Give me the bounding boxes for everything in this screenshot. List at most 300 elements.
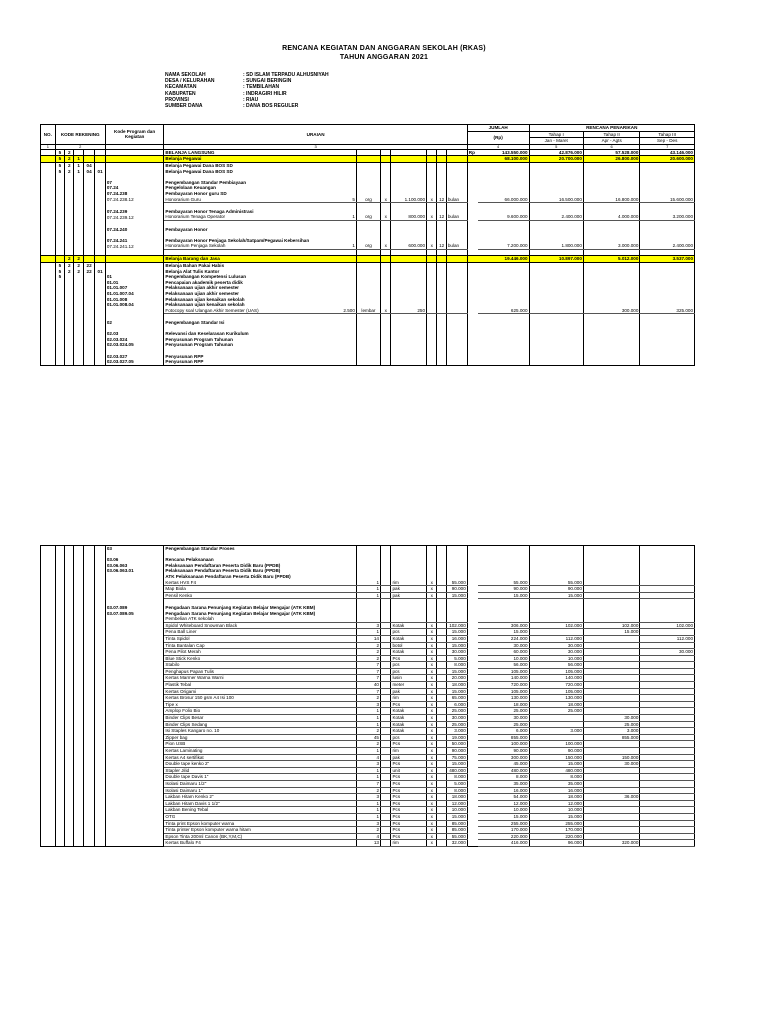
spacer-cell xyxy=(437,800,446,807)
bulan-cell: bulan xyxy=(446,243,467,249)
table-row xyxy=(41,800,695,807)
kode-cell xyxy=(95,728,105,735)
harga-cell xyxy=(391,359,427,365)
kode-cell xyxy=(83,256,95,263)
kode-cell xyxy=(55,649,64,656)
jumlah-cell: 12.000 xyxy=(478,800,529,807)
no-cell xyxy=(41,708,56,715)
kode-cell xyxy=(95,635,105,642)
times-cell: x xyxy=(427,741,437,748)
tahap1-cell: 15.000 xyxy=(529,761,583,768)
tahap3-cell xyxy=(640,668,695,675)
table-row xyxy=(41,256,695,263)
tahap3-cell xyxy=(640,695,695,702)
rp-cell xyxy=(467,695,477,702)
no-cell xyxy=(41,833,56,840)
uraian-cell: ATK Pelaksanaan Pendaftaran Peserta Didik Baru (PPDB) xyxy=(164,574,331,580)
jumlah-cell: 68.100.000 xyxy=(478,156,529,163)
program-code-cell: 03.07.089 xyxy=(105,605,164,611)
kode-cell: 2 xyxy=(74,256,83,263)
kode-cell xyxy=(83,800,95,807)
spacer-cell xyxy=(437,780,446,787)
col-period-2: Apr - Agts xyxy=(583,138,640,145)
kode-cell xyxy=(65,794,74,801)
kode-cell xyxy=(65,840,74,847)
volume-cell xyxy=(331,149,356,156)
jumlah-cell: 30.000 xyxy=(478,715,529,722)
satuan-cell: Kotak xyxy=(391,649,427,656)
info-label: DESA / KELURAHAN xyxy=(165,78,215,85)
table-row xyxy=(41,840,695,847)
kode-cell xyxy=(55,629,64,636)
tahap3-cell xyxy=(640,780,695,787)
info-label: KECAMATAN xyxy=(165,84,197,91)
tahap3-cell xyxy=(640,629,695,636)
col-tahap-1: Tahap I xyxy=(529,131,583,138)
jumlah-cell: 15.000 xyxy=(478,629,529,636)
program-code-cell xyxy=(105,761,164,768)
no-cell xyxy=(41,767,56,774)
kode-cell: 5 xyxy=(55,169,64,175)
kode-cell xyxy=(65,741,74,748)
kode-cell xyxy=(55,695,64,702)
tahap1-cell: 42.876.000 xyxy=(529,149,583,156)
no-cell xyxy=(41,629,56,636)
kode-cell xyxy=(65,668,74,675)
uraian-cell: Penyusunan Program Tahunan xyxy=(164,342,331,348)
satuan-cell: Kotak xyxy=(391,622,427,629)
info-label: PROVINSI xyxy=(165,96,189,103)
kode-cell xyxy=(74,728,83,735)
spacer-cell xyxy=(437,840,446,847)
rp-cell xyxy=(467,249,477,256)
kode-cell xyxy=(83,688,95,695)
uraian-cell: Lakban Hitam Davis 1 1/2" xyxy=(164,800,331,807)
kode-cell xyxy=(55,586,64,593)
kode-cell xyxy=(95,149,105,156)
kode-cell xyxy=(95,668,105,675)
kode-cell xyxy=(83,622,95,629)
jumlah-cell: 9.600.000 xyxy=(478,214,529,220)
kode-cell: 1 xyxy=(74,162,83,168)
table-row xyxy=(41,629,695,636)
spacer-cell xyxy=(331,728,356,735)
table-row xyxy=(41,149,695,156)
uraian-cell: Penyusunan RPP xyxy=(164,354,331,360)
jumlah-cell: 18.000 xyxy=(478,701,529,708)
kode-cell xyxy=(95,629,105,636)
program-code-cell xyxy=(105,622,164,629)
kode-cell xyxy=(74,635,83,642)
program-code-cell xyxy=(105,662,164,669)
col-number-2: 2 xyxy=(55,144,105,149)
satuan-cell xyxy=(356,359,380,365)
kode-cell xyxy=(83,695,95,702)
uraian-cell: Pena Pilot Merah xyxy=(164,649,331,656)
uraian-cell: Honorarium Tenaga Operator xyxy=(164,214,331,220)
info-value: : SD ISLAM TERPADU ALHUSNIYAH xyxy=(243,72,329,78)
program-code-cell xyxy=(105,767,164,774)
harga-cell: 30.000 xyxy=(446,715,467,722)
spacer-cell xyxy=(331,748,356,755)
program-code-cell: 03 xyxy=(105,546,164,552)
jumlah-cell: 45.000 xyxy=(478,761,529,768)
rp-cell xyxy=(467,787,477,794)
no-cell xyxy=(41,249,56,256)
times-cell xyxy=(427,149,437,156)
tahap1-cell: 220.000 xyxy=(529,833,583,840)
no-cell xyxy=(41,813,56,820)
times-cell: x xyxy=(427,833,437,840)
uraian-cell: Belanja Pegawai xyxy=(164,156,331,163)
times-cell: x xyxy=(427,675,437,682)
tahap1-cell: 2.400.000 xyxy=(529,214,583,220)
program-code-cell xyxy=(105,156,164,163)
kode-cell xyxy=(95,833,105,840)
times-cell xyxy=(380,156,390,163)
jumlah-cell: 10.000 xyxy=(478,807,529,814)
kode-cell xyxy=(74,249,83,256)
tahap2-cell xyxy=(583,774,640,781)
tahap1-cell: 10.000 xyxy=(529,807,583,814)
spacer-cell xyxy=(331,794,356,801)
program-code-cell: 07.24.241.12 xyxy=(105,243,164,249)
tahap1-cell: 100.000 xyxy=(529,741,583,748)
kode-cell xyxy=(95,655,105,662)
times-cell: x xyxy=(427,774,437,781)
tahap2-cell: 300.000 xyxy=(583,308,640,314)
spacer-cell xyxy=(331,800,356,807)
satuan-cell: Pcs xyxy=(391,833,427,840)
rp-cell xyxy=(467,586,477,593)
tahap3-cell: 3.200.000 xyxy=(640,214,695,220)
kode-cell xyxy=(95,807,105,814)
tahap3-cell xyxy=(640,754,695,761)
kode-cell xyxy=(55,787,64,794)
jumlah-cell: 105.000 xyxy=(478,688,529,695)
kode-cell xyxy=(83,787,95,794)
rp-cell xyxy=(467,655,477,662)
table-row xyxy=(41,813,695,820)
volume-cell: 2 xyxy=(356,827,380,834)
kode-cell xyxy=(83,721,95,728)
tahap1-cell: 112.000 xyxy=(529,635,583,642)
program-code-cell xyxy=(105,794,164,801)
program-code-cell: 01 xyxy=(105,274,164,280)
tahap1-cell xyxy=(529,629,583,636)
jumlah-cell: 170.000 xyxy=(478,827,529,834)
kode-cell xyxy=(65,249,74,256)
kode-cell xyxy=(95,741,105,748)
spacer-cell xyxy=(437,688,446,695)
kode-cell xyxy=(74,662,83,669)
kode-cell xyxy=(83,635,95,642)
program-code-cell: 01.01.007.04 xyxy=(105,291,164,297)
uraian-cell: Double tape Davis 1" xyxy=(164,774,331,781)
times-cell: x xyxy=(427,688,437,695)
spacer-cell xyxy=(331,649,356,656)
tahap1-cell: 16.000 xyxy=(529,787,583,794)
kode-cell xyxy=(65,728,74,735)
times-cell: x xyxy=(427,622,437,629)
spacer-cell xyxy=(381,827,391,834)
bulan-cell xyxy=(446,256,467,263)
program-code-cell xyxy=(105,708,164,715)
table-row xyxy=(41,748,695,755)
spacer-cell xyxy=(381,701,391,708)
harga-cell: 102.000 xyxy=(446,622,467,629)
table-row xyxy=(41,715,695,722)
spacer-cell xyxy=(381,695,391,702)
kode-cell xyxy=(74,149,83,156)
no-cell xyxy=(41,256,56,263)
col-number-7: 7 xyxy=(640,144,695,149)
col-number-3: 3 xyxy=(164,144,467,149)
kode-cell xyxy=(55,668,64,675)
harga-cell: 15.000 xyxy=(446,629,467,636)
kode-cell xyxy=(65,708,74,715)
kode-cell xyxy=(83,807,95,814)
spacer-cell xyxy=(381,649,391,656)
uraian-cell: Kertas HVS F4 xyxy=(164,580,331,586)
satuan-cell: meter xyxy=(391,682,427,689)
table-row xyxy=(41,761,695,768)
tahap3-cell: 325.000 xyxy=(640,308,695,314)
uraian-cell: Binder Clips Besar xyxy=(164,715,331,722)
tahap1-cell: 255.000 xyxy=(529,820,583,827)
tahap1-cell: 96.000 xyxy=(529,840,583,847)
tahap2-cell: 30.000 xyxy=(583,715,640,722)
spacer-cell xyxy=(381,780,391,787)
jumlah-cell: 30.000 xyxy=(478,642,529,649)
harga-cell xyxy=(391,249,427,256)
times-cell: x xyxy=(427,780,437,787)
tahap1-cell: 18.000 xyxy=(529,794,583,801)
spacer-cell xyxy=(331,767,356,774)
tahap2-cell xyxy=(583,635,640,642)
tahap2-cell xyxy=(583,741,640,748)
uraian-cell: Epson Tinta 200ml Canon (BK,Y,M,C) xyxy=(164,833,331,840)
kode-cell xyxy=(95,840,105,847)
uraian-cell: Belanja Alat Tulis Kantor xyxy=(164,269,331,275)
tahap3-cell xyxy=(640,840,695,847)
jumlah-cell: 855.000 xyxy=(478,734,529,741)
kode-cell xyxy=(95,800,105,807)
kode-cell xyxy=(74,668,83,675)
program-code-cell xyxy=(105,675,164,682)
tahap2-cell xyxy=(583,655,640,662)
rp-cell xyxy=(467,741,477,748)
satuan-cell xyxy=(356,249,380,256)
satuan-cell: Pcs xyxy=(391,800,427,807)
kode-cell xyxy=(65,800,74,807)
kode-cell xyxy=(55,774,64,781)
times-cell: x xyxy=(427,649,437,656)
kode-cell: 5 xyxy=(55,274,64,280)
harga-cell: 55.000 xyxy=(446,833,467,840)
uraian-cell: Tinta Bantalan Cap xyxy=(164,642,331,649)
program-code-cell: 07 xyxy=(105,180,164,186)
jumlah-cell: 220.000 xyxy=(478,833,529,840)
kode-cell xyxy=(74,675,83,682)
volume-cell: 4 xyxy=(356,754,380,761)
spacer-cell xyxy=(331,761,356,768)
volume-cell: 2 xyxy=(356,728,380,735)
kode-cell xyxy=(74,741,83,748)
tahap1-cell: 130.000 xyxy=(529,695,583,702)
kode-cell xyxy=(65,813,74,820)
times-cell: x xyxy=(427,734,437,741)
no-cell xyxy=(41,840,56,847)
volume-cell xyxy=(331,156,356,163)
harga-cell: 5.000 xyxy=(446,655,467,662)
no-cell xyxy=(41,827,56,834)
kode-cell xyxy=(55,767,64,774)
spacer-cell xyxy=(331,642,356,649)
bulan-cell: bulan xyxy=(446,214,467,220)
tahap1-cell xyxy=(529,359,583,365)
uraian-cell: Penyusunan Program Tahunan xyxy=(164,337,331,343)
volume-cell: 1 xyxy=(356,708,380,715)
kode-cell xyxy=(65,586,74,593)
program-code-cell: 07.24.238 xyxy=(105,191,164,197)
program-code-cell xyxy=(105,256,164,263)
uraian-cell: Pembayaran Honor xyxy=(164,227,331,233)
no-cell xyxy=(41,780,56,787)
kode-cell xyxy=(55,754,64,761)
bulan-count-cell: 12 xyxy=(437,197,446,203)
no-cell xyxy=(41,774,56,781)
tahap2-cell: 5.012.000 xyxy=(583,256,640,263)
kode-cell xyxy=(95,754,105,761)
no-cell xyxy=(41,655,56,662)
kode-cell xyxy=(55,622,64,629)
col-no: NO. xyxy=(41,125,56,145)
harga-cell: 8.000 xyxy=(446,662,467,669)
tahap2-cell xyxy=(583,827,640,834)
kode-cell xyxy=(83,708,95,715)
uraian-cell: Kertas Laminating xyxy=(164,748,331,755)
col-kode-rekening: KODE REKENING xyxy=(55,125,105,145)
volume-cell: 1 xyxy=(356,629,380,636)
tahap2-cell xyxy=(583,787,640,794)
no-cell xyxy=(41,688,56,695)
no-cell xyxy=(41,622,56,629)
satuan-cell: Pcs xyxy=(391,807,427,814)
rp-cell xyxy=(467,780,477,787)
rp-cell xyxy=(467,635,477,642)
times-cell xyxy=(380,359,390,365)
uraian-cell: Pembelian ATK sekolah xyxy=(164,616,331,622)
kode-cell xyxy=(55,592,64,599)
kode-cell xyxy=(83,748,95,755)
kode-cell xyxy=(55,813,64,820)
spacer-cell xyxy=(381,642,391,649)
kode-cell xyxy=(74,629,83,636)
jumlah-cell: 480.000 xyxy=(478,767,529,774)
uraian-cell: Stapler Jilid xyxy=(164,767,331,774)
volume-cell: 1 xyxy=(356,767,380,774)
harga-cell: 15.000 xyxy=(446,761,467,768)
kode-cell xyxy=(55,655,64,662)
tahap3-cell xyxy=(640,708,695,715)
table-row xyxy=(41,734,695,741)
spacer-cell xyxy=(381,721,391,728)
harga-cell: 65.000 xyxy=(446,695,467,702)
info-value: : INDRAGIRI HILIR xyxy=(243,90,287,97)
kode-cell xyxy=(74,807,83,814)
tahap2-cell xyxy=(583,780,640,787)
uraian-cell: Pelaksanaan ujian kenaikan sekolah xyxy=(164,297,331,303)
tahap1-cell xyxy=(529,249,583,256)
tahap1-cell: 720.000 xyxy=(529,682,583,689)
kode-cell xyxy=(65,642,74,649)
kode-cell xyxy=(95,622,105,629)
harga-cell: 250 xyxy=(391,308,427,314)
satuan-cell: Pcs xyxy=(391,701,427,708)
volume-cell: 7 xyxy=(356,688,380,695)
rp-cell xyxy=(467,807,477,814)
uraian-cell xyxy=(164,249,331,256)
tahap1-cell: 55.000 xyxy=(529,580,583,586)
kode-cell xyxy=(55,715,64,722)
kode-cell xyxy=(65,820,74,827)
spacer-cell xyxy=(437,820,446,827)
kode-cell xyxy=(55,642,64,649)
spacer-cell xyxy=(437,675,446,682)
kode-cell xyxy=(55,662,64,669)
tahap3-cell xyxy=(640,642,695,649)
no-cell xyxy=(41,668,56,675)
kode-cell xyxy=(95,682,105,689)
spacer-cell xyxy=(331,840,356,847)
times-cell: x xyxy=(427,708,437,715)
kode-cell xyxy=(55,800,64,807)
harga-cell: 75.000 xyxy=(446,754,467,761)
spacer-cell xyxy=(331,787,356,794)
kode-cell xyxy=(83,586,95,593)
kode-cell xyxy=(95,256,105,263)
times-cell: x xyxy=(427,580,437,586)
program-code-cell: 02.03.024.05 xyxy=(105,342,164,348)
times-cell xyxy=(427,359,437,365)
volume-cell: 7 xyxy=(356,668,380,675)
rp-cell xyxy=(467,820,477,827)
kode-cell xyxy=(95,827,105,834)
times-cell xyxy=(427,249,437,256)
jumlah-cell: 143.550.000 xyxy=(478,149,529,156)
kode-cell: 2 xyxy=(65,162,74,168)
tahap3-cell xyxy=(640,586,695,593)
satuan-cell: Kotak xyxy=(391,708,427,715)
kode-cell xyxy=(83,592,95,599)
kode-cell xyxy=(83,754,95,761)
program-code-cell xyxy=(105,695,164,702)
jumlah-cell: 6.000 xyxy=(478,728,529,735)
tahap2-cell: 320.000 xyxy=(583,840,640,847)
table-row xyxy=(41,655,695,662)
harga-cell: 90.000 xyxy=(446,586,467,593)
harga-cell: 600.000 xyxy=(391,243,427,249)
kode-cell xyxy=(65,682,74,689)
satuan-cell: botol xyxy=(391,642,427,649)
jumlah-cell xyxy=(478,249,529,256)
tahap1-cell: 480.000 xyxy=(529,767,583,774)
kode-cell xyxy=(83,629,95,636)
tahap3-cell xyxy=(640,715,695,722)
volume-cell: 3 xyxy=(356,622,380,629)
satuan-cell xyxy=(356,149,380,156)
